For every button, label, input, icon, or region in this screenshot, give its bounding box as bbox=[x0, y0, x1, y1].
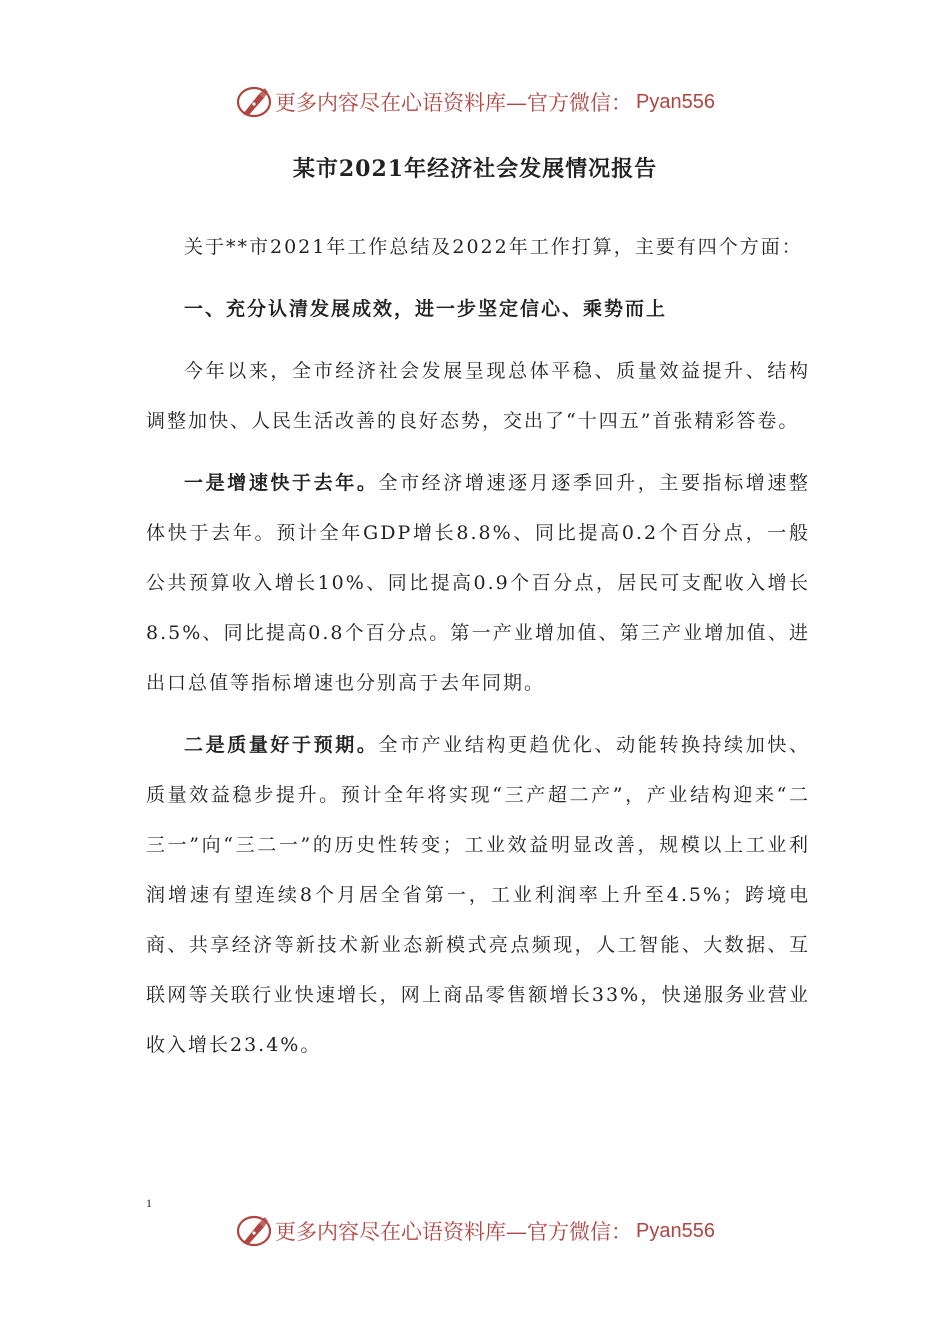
growth-paragraph bbox=[146, 458, 810, 708]
banner-wechat-id: Pyan556 bbox=[636, 90, 715, 113]
quality-body: 全市产业结构更趋优化、动能转换持续加快、质量效益稳步提升。预计全年将实现“三产超二产”，产业结构迎来“二三一”向“三二一”的历史性转变；工业效益明显改善，规模以上工业利润增速有望连续8个月居全省第一，工业利润率上升至4.5%；跨境电商、共享经济等新技术新业态新模式亮点频现，人工智能、大数据、互联网等关联行业快速增长，网上商品零售额增长33%，快递服务业营业收入增长23.4%。 bbox=[146, 734, 810, 1056]
banner-text: 更多内容尽在心语资料库—官方微信： bbox=[275, 1220, 633, 1244]
header-watermark-banner bbox=[0, 82, 950, 122]
section-heading: 一、充分认清发展成效，进一步坚定信心、乘势而上 bbox=[184, 298, 668, 320]
banner-text: 更多内容尽在心语资料库—官方微信： bbox=[275, 91, 633, 115]
quality-paragraph bbox=[146, 720, 810, 1070]
document-body bbox=[146, 222, 810, 1070]
intro-paragraph: 关于**市2021年工作总结及2022年工作打算，主要有四个方面： bbox=[184, 236, 803, 258]
overview-paragraph: 今年以来，全市经济社会发展呈现总体平稳、质量效益提升、结构调整加快、人民生活改善的良好态势，交出了“十四五”首张精彩答卷。 bbox=[146, 360, 810, 432]
page-number: 1 bbox=[146, 1196, 152, 1210]
footer-watermark-banner bbox=[0, 1211, 950, 1251]
growth-body: 全市经济增速逐月逐季回升，主要指标增速整体快于去年。预计全年GDP增长8.8%、同比提高0.2个百分点，一般公共预算收入增长10%、同比提高0.9个百分点，居民可支配收入增长8.5%、同比提高0.8个百分点。第一产业增加值、第三产业增加值、进出口总值等指标增速也分别高于去年同期。 bbox=[146, 472, 810, 694]
document-title: 某市2021年经济社会发展情况报告 bbox=[292, 156, 658, 182]
pen-nib-logo-icon bbox=[235, 84, 273, 120]
growth-lead: 一是增速快于去年。 bbox=[184, 472, 379, 494]
quality-lead: 二是质量好于预期。 bbox=[184, 734, 379, 756]
banner-wechat-id: Pyan556 bbox=[636, 1219, 715, 1242]
pen-nib-logo-icon bbox=[235, 1213, 273, 1249]
